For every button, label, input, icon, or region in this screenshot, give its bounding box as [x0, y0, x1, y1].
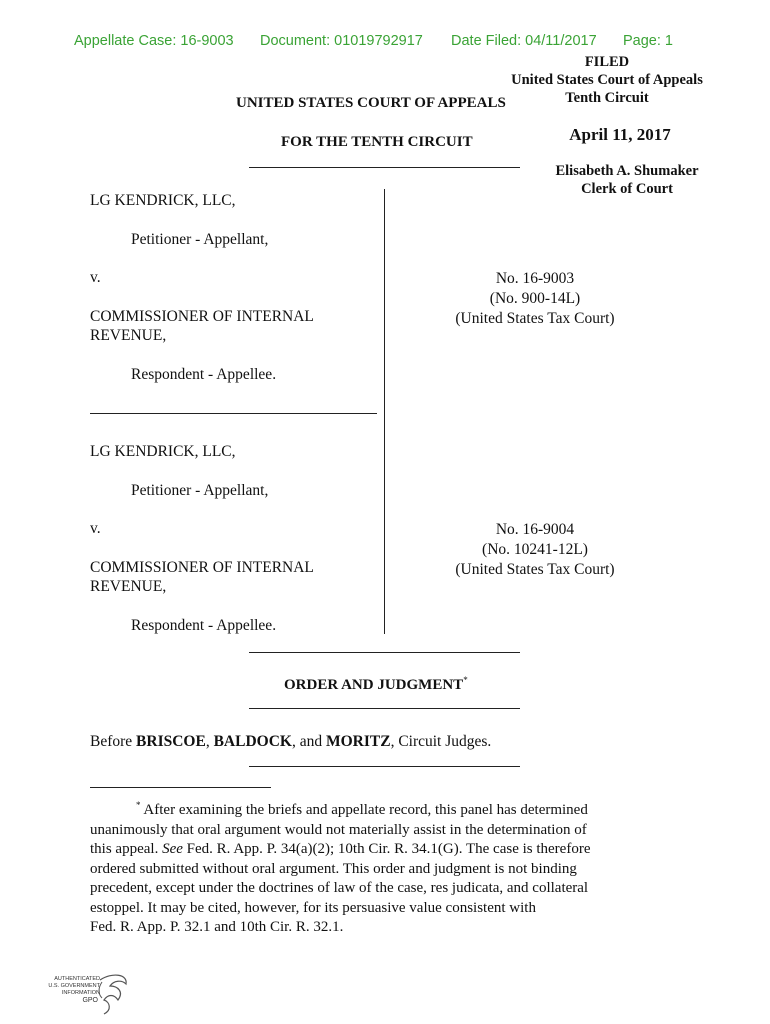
case2-number: No. 16-9004 [495, 521, 575, 538]
case1-number-block [430, 269, 640, 329]
footnote-line6: estoppel. It may be cited, however, for its persuasive value consistent with [90, 899, 536, 916]
order-rule-top [249, 652, 520, 653]
clerk-block [517, 162, 737, 198]
case1-lower-number: (No. 900-14L) [489, 290, 581, 307]
case2-party1: LG KENDRICK, LLC, [90, 443, 236, 460]
panel-rule [249, 766, 520, 767]
filed-circuit: Tenth Circuit [565, 90, 649, 106]
filed-court: United States Court of Appeals [511, 72, 703, 88]
case1-party2-line2: REVENUE, [90, 327, 167, 344]
case2-lower-court: (United States Tax Court) [455, 561, 615, 578]
case2-number-block [430, 520, 640, 580]
filed-stamp [477, 53, 737, 107]
footnote-line4: ordered submitted without oral argument. This order and judgment is not binding [90, 860, 577, 877]
header-date-filed: Date Filed: 04/11/2017 [451, 33, 597, 49]
order-rule-bottom [249, 708, 520, 709]
clerk-title: Clerk of Court [581, 181, 673, 197]
order-footnote-marker: * [463, 675, 468, 685]
case1-role2: Respondent - Appellee. [131, 366, 277, 383]
caption-divider [384, 189, 385, 634]
filed-date: April 11, 2017 [569, 125, 671, 144]
case2-lower-number: (No. 10241-12L) [482, 541, 588, 558]
order-title: ORDER AND JUDGMENT* [284, 675, 468, 693]
case1-party1: LG KENDRICK, LLC, [90, 192, 236, 209]
gpo-authentication-seal [40, 972, 135, 1016]
judge-moritz: MORITZ [325, 733, 391, 750]
case2-party2-line1: COMMISSIONER OF INTERNAL [90, 559, 314, 576]
header-case-number: Appellate Case: 16-9003 [74, 33, 234, 49]
case1-number: No. 16-9003 [495, 270, 575, 287]
case2-role1: Petitioner - Appellant, [131, 482, 269, 499]
case1-lower-court: (United States Tax Court) [455, 310, 615, 327]
judge-baldock: BALDOCK [213, 733, 292, 750]
court-title-line2: FOR THE TENTH CIRCUIT [281, 134, 473, 150]
header-page-number: Page: 1 [623, 33, 673, 49]
case1-party2-line1: COMMISSIONER OF INTERNAL [90, 308, 314, 325]
panel-line: Before BRISCOE, BALDOCK, and MORITZ, Circuit Judges. [90, 733, 492, 750]
case1-role1: Petitioner - Appellant, [131, 231, 269, 248]
case2-versus: v. [90, 520, 101, 537]
footnote-line3: this appeal. See Fed. R. App. P. 34(a)(2); 10th Cir. R. 34.1(G). The case is therefore [90, 841, 591, 857]
case2-party2-line2: REVENUE, [90, 578, 167, 595]
footnote-line2: unanimously that oral argument would not materially assist in the determination of [90, 821, 587, 838]
judge-briscoe: BRISCOE [136, 733, 206, 750]
case2-role2: Respondent - Appellee. [131, 617, 277, 634]
filed-label: FILED [584, 54, 630, 70]
header-document-number: Document: 01019792917 [260, 33, 423, 49]
case1-versus: v. [90, 269, 101, 286]
footnote [90, 796, 690, 938]
seal-text: AUTHENTICATED U.S. GOVERNMENT INFORMATION GPO [48, 976, 100, 1004]
footnote-line5: precedent, except under the doctrines of law of the case, res judicata, and collateral [90, 880, 589, 896]
case-separator-rule [90, 413, 377, 414]
clerk-name: Elisabeth A. Shumaker [555, 163, 699, 179]
title-rule [249, 167, 520, 168]
footnote-line7: Fed. R. App. P. 32.1 and 10th Cir. R. 32.1. [90, 919, 344, 935]
court-title-line1: UNITED STATES COURT OF APPEALS [236, 95, 506, 111]
footnote-line1: * After examining the briefs and appellate record, this panel has determined [136, 800, 588, 818]
footnote-separator [90, 787, 271, 788]
